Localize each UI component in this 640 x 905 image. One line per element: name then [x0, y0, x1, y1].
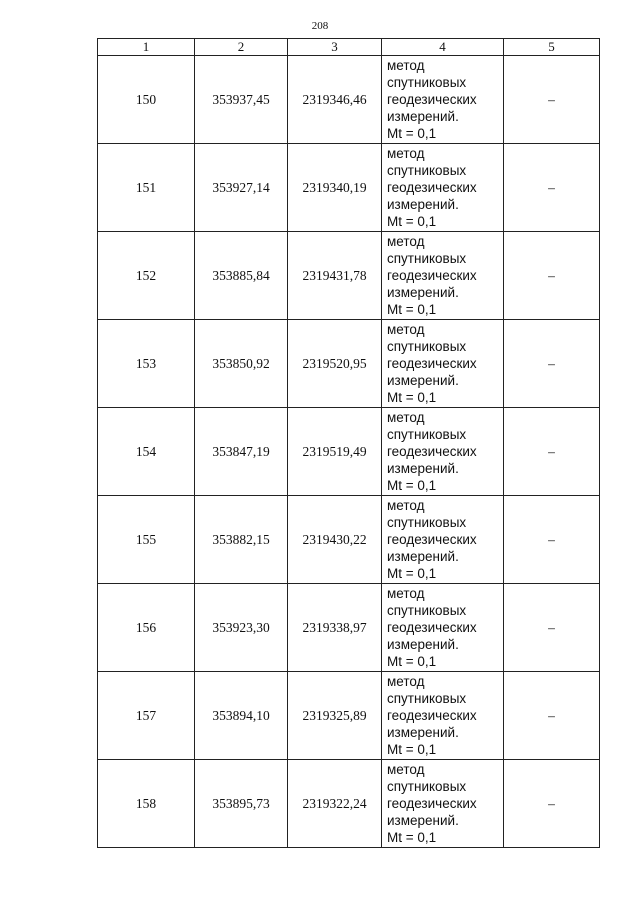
table-body — [98, 56, 600, 848]
method-line: метод — [387, 58, 425, 73]
x-coordinate-cell: 353923,30 — [195, 584, 288, 672]
x-coordinate-cell: 353882,15 — [195, 496, 288, 584]
method-cell — [382, 760, 504, 848]
method-cell — [382, 56, 504, 144]
point-number-cell: 150 — [98, 56, 195, 144]
x-coordinate-cell: 353885,84 — [195, 232, 288, 320]
note-cell: – — [504, 672, 600, 760]
y-coordinate-cell: 2319325,89 — [288, 672, 382, 760]
note-cell: – — [504, 760, 600, 848]
method-line: спутниковых — [387, 339, 467, 354]
method-cell — [382, 144, 504, 232]
method-cell — [382, 584, 504, 672]
method-line: метод — [387, 498, 425, 513]
method-line: измерений. — [387, 725, 459, 740]
x-coordinate-cell: 353850,92 — [195, 320, 288, 408]
method-line: спутниковых — [387, 163, 467, 178]
y-coordinate-cell: 2319346,46 — [288, 56, 382, 144]
method-line: измерений. — [387, 285, 459, 300]
method-line: Mt = 0,1 — [387, 302, 437, 317]
method-line: измерений. — [387, 461, 459, 476]
method-line: геодезических — [387, 180, 477, 195]
note-cell: – — [504, 144, 600, 232]
point-number-cell: 156 — [98, 584, 195, 672]
method-line: Mt = 0,1 — [387, 566, 437, 581]
table-row — [98, 320, 600, 408]
table-row — [98, 672, 600, 760]
x-coordinate-cell: 353927,14 — [195, 144, 288, 232]
method-line: спутниковых — [387, 515, 467, 530]
note-cell: – — [504, 320, 600, 408]
method-line: Mt = 0,1 — [387, 830, 437, 845]
method-line: измерений. — [387, 549, 459, 564]
method-line: Mt = 0,1 — [387, 214, 437, 229]
column-header: 3 — [288, 39, 382, 56]
method-line: измерений. — [387, 109, 459, 124]
method-line: метод — [387, 586, 425, 601]
method-line: Mt = 0,1 — [387, 478, 437, 493]
note-cell: – — [504, 232, 600, 320]
note-cell: – — [504, 56, 600, 144]
table-row — [98, 408, 600, 496]
point-number-cell: 158 — [98, 760, 195, 848]
point-number-cell: 154 — [98, 408, 195, 496]
method-line: спутниковых — [387, 603, 467, 618]
table-header-row — [98, 39, 600, 56]
method-line: геодезических — [387, 444, 477, 459]
method-line: метод — [387, 234, 425, 249]
method-line: метод — [387, 762, 425, 777]
method-line: спутниковых — [387, 779, 467, 794]
method-line: геодезических — [387, 708, 477, 723]
method-line: измерений. — [387, 637, 459, 652]
note-cell: – — [504, 408, 600, 496]
method-cell — [382, 672, 504, 760]
point-number-cell: 155 — [98, 496, 195, 584]
method-line: геодезических — [387, 620, 477, 635]
column-header: 4 — [382, 39, 504, 56]
point-number-cell: 151 — [98, 144, 195, 232]
x-coordinate-cell: 353937,45 — [195, 56, 288, 144]
method-line: метод — [387, 146, 425, 161]
y-coordinate-cell: 2319340,19 — [288, 144, 382, 232]
method-cell — [382, 320, 504, 408]
y-coordinate-cell: 2319338,97 — [288, 584, 382, 672]
note-cell: – — [504, 496, 600, 584]
method-line: Mt = 0,1 — [387, 390, 437, 405]
method-line: метод — [387, 322, 425, 337]
column-header: 5 — [504, 39, 600, 56]
y-coordinate-cell: 2319519,49 — [288, 408, 382, 496]
method-line: Mt = 0,1 — [387, 742, 437, 757]
table-row — [98, 232, 600, 320]
y-coordinate-cell: 2319520,95 — [288, 320, 382, 408]
method-line: Mt = 0,1 — [387, 126, 437, 141]
page-number: 208 — [311, 20, 329, 32]
note-cell: – — [504, 584, 600, 672]
column-header: 2 — [195, 39, 288, 56]
method-line: спутниковых — [387, 691, 467, 706]
method-line: спутниковых — [387, 251, 467, 266]
method-line: геодезических — [387, 268, 477, 283]
x-coordinate-cell: 353895,73 — [195, 760, 288, 848]
method-line: геодезических — [387, 92, 477, 107]
method-line: спутниковых — [387, 427, 467, 442]
method-cell — [382, 496, 504, 584]
method-cell — [382, 408, 504, 496]
point-number-cell: 152 — [98, 232, 195, 320]
method-line: метод — [387, 410, 425, 425]
method-line: геодезических — [387, 356, 477, 371]
method-line: измерений. — [387, 373, 459, 388]
x-coordinate-cell: 353894,10 — [195, 672, 288, 760]
table-row — [98, 56, 600, 144]
method-line: метод — [387, 674, 425, 689]
method-line: измерений. — [387, 813, 459, 828]
y-coordinate-cell: 2319322,24 — [288, 760, 382, 848]
method-line: геодезических — [387, 532, 477, 547]
y-coordinate-cell: 2319430,22 — [288, 496, 382, 584]
table-row — [98, 760, 600, 848]
coordinates-table — [97, 38, 600, 848]
point-number-cell: 153 — [98, 320, 195, 408]
y-coordinate-cell: 2319431,78 — [288, 232, 382, 320]
method-cell — [382, 232, 504, 320]
table-row — [98, 496, 600, 584]
x-coordinate-cell: 353847,19 — [195, 408, 288, 496]
method-line: Mt = 0,1 — [387, 654, 437, 669]
column-header: 1 — [98, 39, 195, 56]
method-line: геодезических — [387, 796, 477, 811]
point-number-cell: 157 — [98, 672, 195, 760]
method-line: спутниковых — [387, 75, 467, 90]
table-row — [98, 144, 600, 232]
method-line: измерений. — [387, 197, 459, 212]
table-row — [98, 584, 600, 672]
